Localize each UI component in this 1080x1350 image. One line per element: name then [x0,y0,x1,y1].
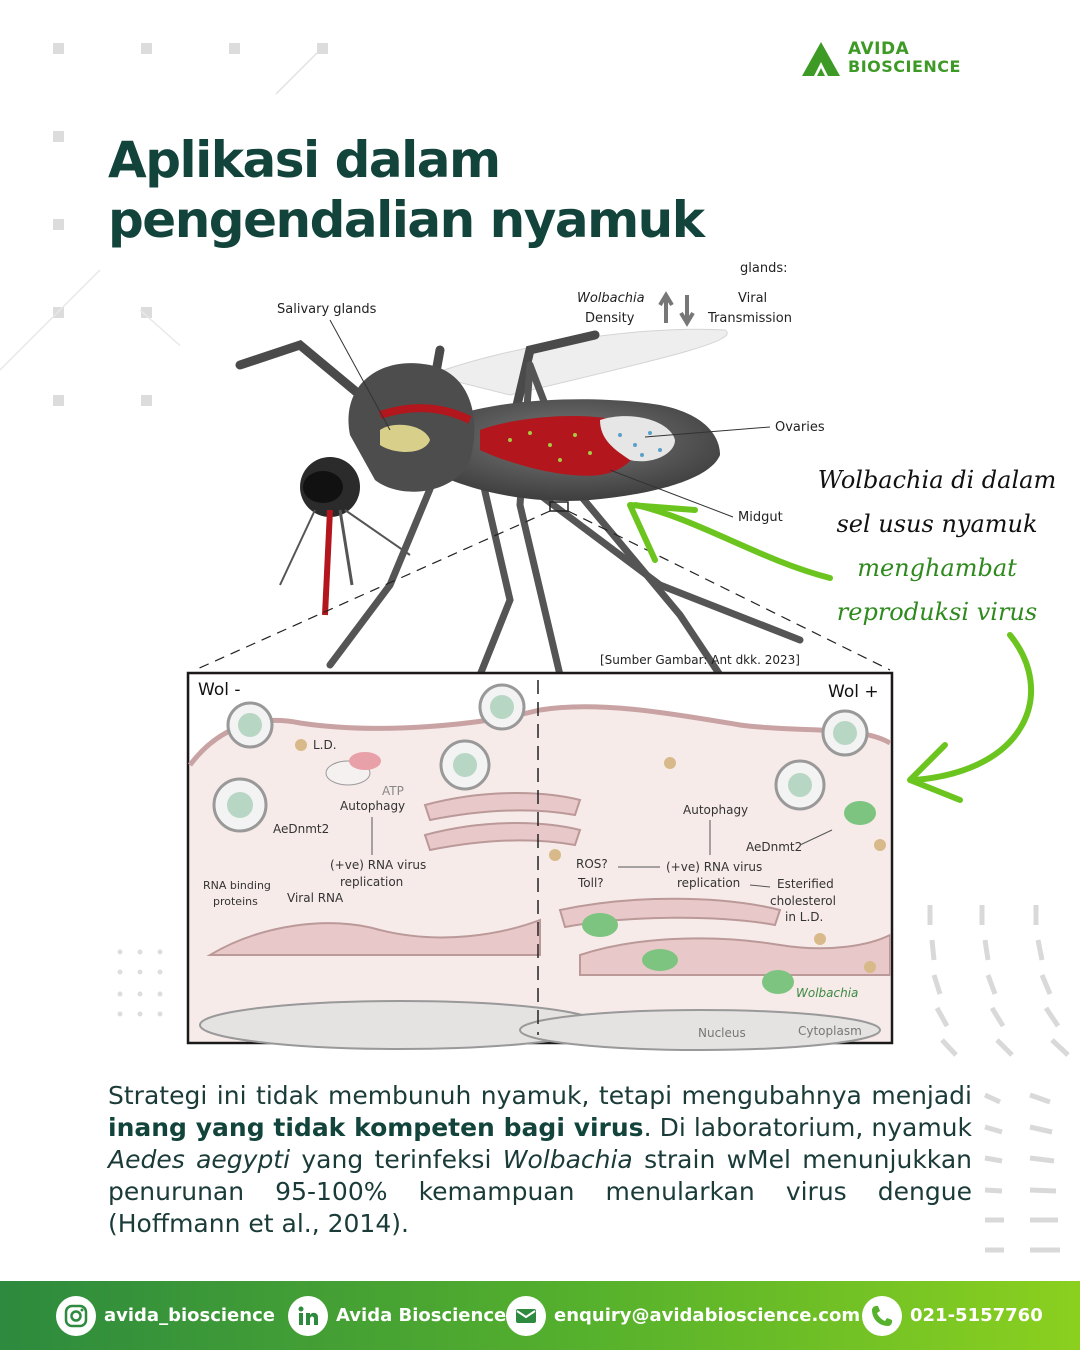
body-bold: inang yang tidak kompeten bagi virus [108,1113,644,1142]
label-ester-1: Esterified [777,877,834,891]
label-ros: ROS? [576,857,608,871]
label-salivary: Salivary glands [277,302,377,317]
label-rna-right-2: replication [677,876,741,890]
footer-bar [0,1281,1080,1350]
phone-icon [862,1296,902,1336]
label-wol-plus: Wol + [828,682,879,702]
label-glands: glands: [740,261,788,276]
callout-line3: menghambat [857,554,1017,582]
body-p4: strain wMel menunjukkan penurunan 95-100% kemampuan menularkan virus dengue (Hoffmann et al., 2014). [108,1145,972,1238]
label-aednmt2-right: AeDnmt2 [746,840,803,854]
linkedin-icon [288,1296,328,1336]
label-autophagy-left: Autophagy [340,799,406,813]
footer-email[interactable] [506,1281,860,1350]
footer-phone[interactable] [862,1281,1043,1350]
label-rna-binding-1: RNA binding [203,879,271,892]
label-wol-minus: Wol - [198,680,241,700]
label-viral-rna: Viral RNA [287,891,344,905]
label-viral: Viral [738,291,768,306]
footer-email-text: enquiry@avidabioscience.com [554,1305,861,1326]
label-transmission: Transmission [708,311,792,326]
footer-instagram-text: avida_bioscience [104,1305,275,1326]
footer-phone-text: 021-5157760 [910,1305,1043,1326]
label-aednmt2-left: AeDnmt2 [273,822,330,836]
label-ld: L.D. [313,738,337,752]
title-line1: Aplikasi dalam [108,131,500,189]
label-rna-binding-2: proteins [213,895,258,908]
label-nucleus: Nucleus [698,1026,746,1040]
callout-line4: reproduksi virus [836,598,1038,626]
label-wolbachia: Wolbachia [577,291,645,306]
callout-line2: sel usus nyamuk [836,510,1038,538]
body-italic2: Wolbachia [502,1145,633,1174]
footer-instagram[interactable] [56,1281,275,1350]
image-source: [Sumber Gambar: Ant dkk. 2023] [600,653,800,667]
label-ester-2: cholesterol [770,894,836,908]
label-toll: Toll? [578,876,604,890]
label-rna-left-2: replication [340,875,404,889]
label-autophagy-right: Autophagy [683,803,749,817]
footer-linkedin-text: Avida Bioscience [336,1305,507,1326]
label-cytoplasm: Cytoplasm [798,1024,862,1038]
footer-linkedin[interactable] [288,1281,506,1350]
mail-icon [506,1296,546,1336]
body-paragraph [108,1080,972,1240]
body-p3: yang terinfeksi [290,1145,503,1174]
brand-line2: BIOSCIENCE [848,57,961,76]
title-line2: pengendalian nyamuk [108,191,704,249]
brand-line1: AVIDA [848,39,910,59]
instagram-icon [56,1296,96,1336]
callout-line1: Wolbachia di dalam [817,466,1057,494]
body-italic1: Aedes aegypti [108,1145,291,1174]
label-atp: ATP [382,784,404,798]
body-p2: . Di laboratorium, nyamuk [643,1113,972,1142]
label-rna-left-1: (+ve) RNA virus [330,858,427,872]
label-wolbachia-cell: Wolbachia [796,986,859,1000]
label-ester-3: in L.D. [785,910,824,924]
body-p1: Strategi ini tidak membunuh nyamuk, tetapi mengubahnya menjadi [108,1081,972,1110]
label-rna-right-1: (+ve) RNA virus [666,860,763,874]
label-density: Density [585,311,635,326]
label-ovaries: Ovaries [775,420,825,435]
label-midgut: Midgut [738,510,783,525]
